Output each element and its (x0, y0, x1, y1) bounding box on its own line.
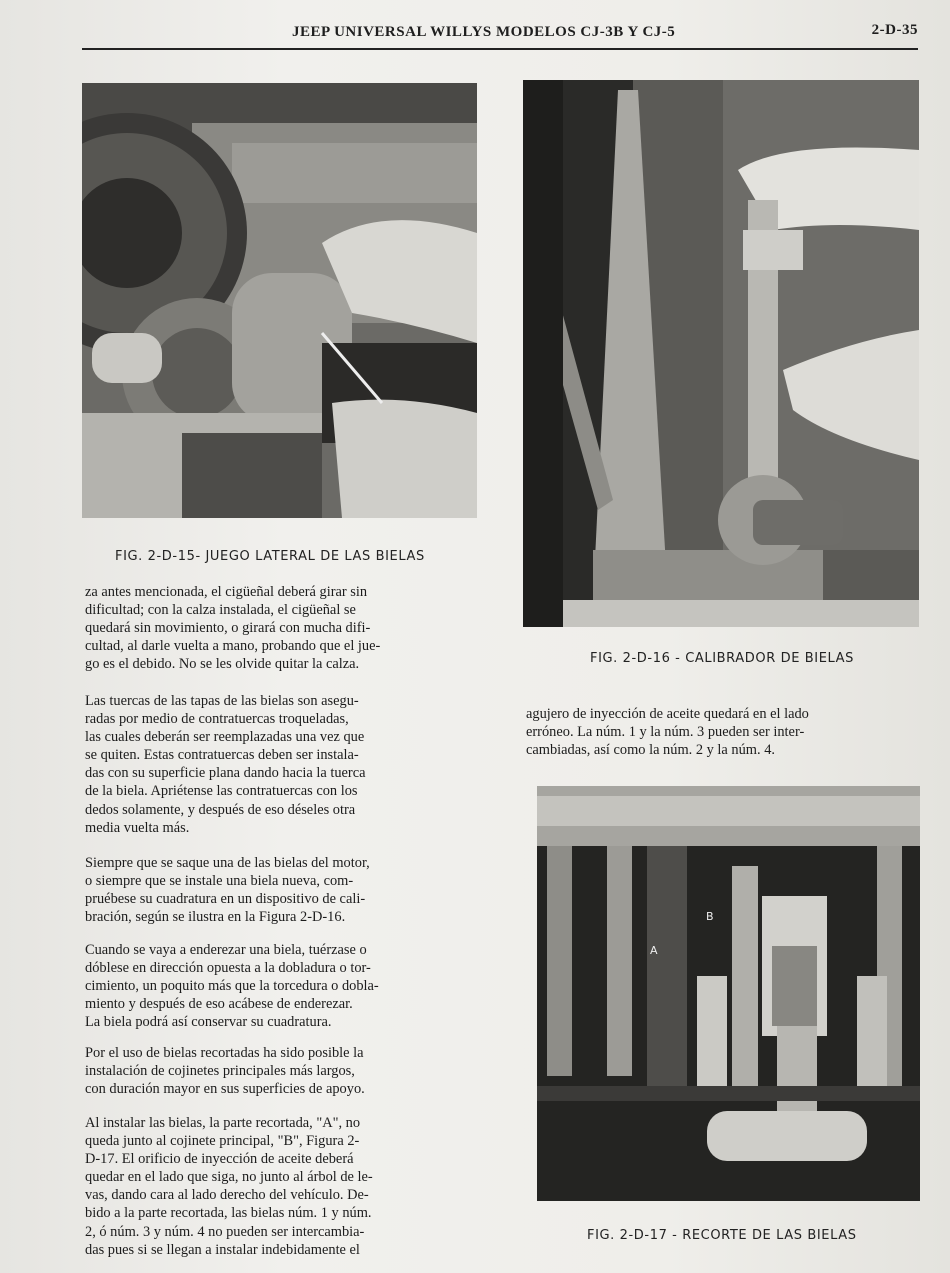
text-line: cultad, al darle vuelta a mano, probando que el jue- (85, 638, 381, 655)
text-line: quedará sin movimiento, o girará con mucha difi- (85, 620, 371, 637)
page-number: 2-D-35 (871, 22, 918, 38)
left-paragraph-5 (85, 1044, 365, 1098)
figure-label-b: B (706, 910, 714, 923)
text-line: radas por medio de contratuercas troqueladas, (85, 711, 349, 728)
text-line: das con su superficie plana dando hacia la tuerca (85, 765, 366, 782)
text-line: media vuelta más. (85, 819, 190, 836)
figure-2-d-16-caption: FIG. 2-D-16 - CALIBRADOR DE BIELAS (590, 651, 854, 666)
text-line: pruébese su cuadratura en un dispositivo de cali- (85, 891, 366, 908)
text-line: se quiten. Estas contratuercas deben ser instala- (85, 747, 359, 764)
text-line: o siempre que se instale una biela nueva, com- (85, 873, 354, 890)
text-line: das pues si se llegan a instalar indebidamente el (85, 1241, 360, 1258)
text-line: instalación de cojinetes principales más largos, (85, 1063, 355, 1080)
figure-2-d-15-photo (82, 83, 477, 518)
figure-2-d-16-photo (523, 80, 919, 627)
figure-2-d-17-photo (537, 786, 920, 1201)
text-line: Siempre que se saque una de las bielas del motor, (85, 855, 370, 871)
left-paragraph-3 (85, 854, 370, 926)
text-line: go es el debido. No se les olvide quitar la calza. (85, 656, 360, 673)
text-line: La biela podrá así conservar su cuadratura. (85, 1014, 332, 1031)
text-line: miento y después de eso acábese de enderezar. (85, 996, 353, 1013)
page-header (82, 22, 918, 50)
text-line: de la biela. Apriétense las contratuercas con los (85, 783, 358, 800)
left-paragraph-6 (85, 1114, 373, 1259)
text-line: con duración mayor en sus superficies de apoyo. (85, 1081, 365, 1098)
text-line: D-17. El orificio de inyección de aceite deberá (85, 1151, 354, 1168)
text-line: dóblese en dirección opuesta a la dobladura o tor- (85, 960, 371, 977)
left-paragraph-1 (85, 583, 380, 673)
text-line: Cuando se vaya a enderezar una biela, tuérzase o (85, 942, 367, 958)
text-line: Las tuercas de las tapas de las bielas son asegu- (85, 693, 359, 709)
text-line: 2, ó núm. 3 y núm. 4 no pueden ser intercambia- (85, 1223, 365, 1240)
text-line: quedar en el lado que siga, no junto al árbol de le- (85, 1169, 373, 1186)
right-paragraph-1 (526, 705, 809, 759)
text-line: agujero de inyección de aceite quedará en el lado (526, 706, 809, 722)
text-line: dedos solamente, y después de eso déseles otra (85, 801, 356, 818)
figure-2-d-15-caption: FIG. 2-D-15- JUEGO LATERAL DE LAS BIELAS (115, 549, 425, 564)
figure-label-a: A (650, 944, 658, 957)
text-line: las cuales deberán ser reemplazadas una vez que (85, 729, 365, 746)
text-line: Por el uso de bielas recortadas ha sido posible la (85, 1045, 364, 1061)
text-line: cimiento, un poquito más que la torcedura o dobla- (85, 978, 379, 995)
text-line: bración, según se ilustra en la Figura 2-D-16. (85, 909, 346, 926)
text-line: queda junto al cojinete principal, "B", Figura 2- (85, 1133, 360, 1150)
left-paragraph-2 (85, 692, 366, 837)
text-line: vas, dando cara al lado derecho del vehículo. De- (85, 1187, 369, 1204)
text-line: za antes mencionada, el cigüeñal deberá girar sin (85, 584, 368, 600)
text-line: Al instalar las bielas, la parte recortada, "A", no (85, 1115, 361, 1131)
figure-2-d-17-caption: FIG. 2-D-17 - RECORTE DE LAS BIELAS (587, 1228, 857, 1243)
left-paragraph-4 (85, 941, 379, 1031)
text-line: cambiadas, así como la núm. 2 y la núm. 4. (526, 742, 775, 759)
header-title: JEEP UNIVERSAL WILLYS MODELOS CJ-3B Y CJ-5 (292, 24, 676, 40)
text-line: erróneo. La núm. 1 y la núm. 3 pueden ser inter- (526, 724, 805, 741)
text-line: bido a la parte recortada, las bielas núm. 1 y núm. (85, 1205, 372, 1222)
text-line: dificultad; con la calza instalada, el cigüeñal se (85, 602, 356, 619)
